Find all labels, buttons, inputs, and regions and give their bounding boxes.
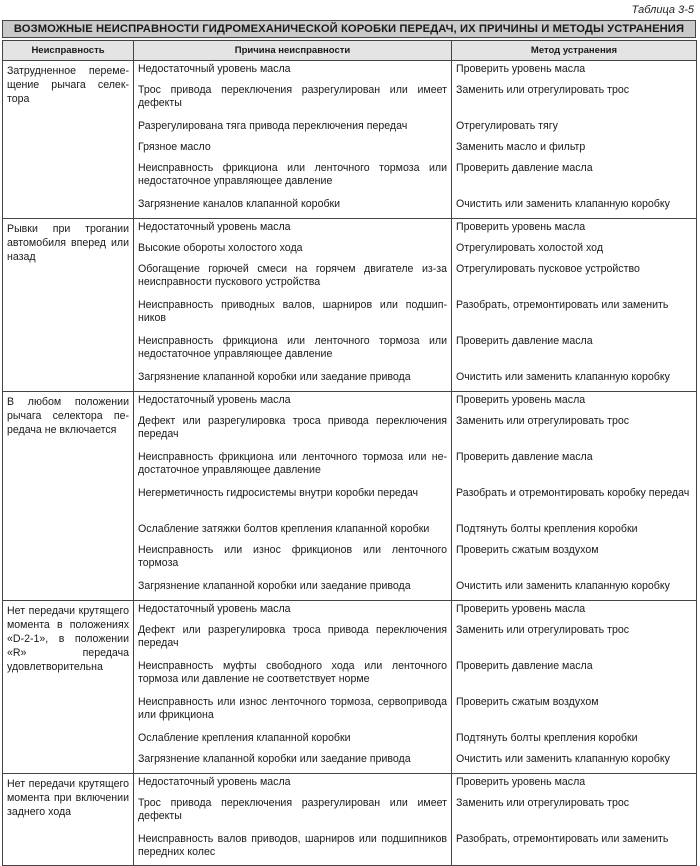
remedy-text: Проверить сжатым воздухом xyxy=(456,544,599,556)
remedy-text: Проверить уровень масла xyxy=(456,221,586,233)
column-header-remedy: Метод устранения xyxy=(452,41,697,61)
cause-text: Загрязнение клапанной коробки или заедание привода xyxy=(138,753,411,765)
fault-group-row xyxy=(3,392,697,601)
column-header-fault: Неисправность xyxy=(3,41,134,61)
remedy-text: Проверить давление масла xyxy=(456,335,593,347)
remedy-text: Проверить уровень масла xyxy=(456,394,586,406)
remedy-text: Проверить уровень масла xyxy=(456,63,586,75)
cause-cell xyxy=(134,392,452,601)
cause-text: Неисправность фрикциона или ленточного тормоза или недостаточное управляющее давление xyxy=(138,335,447,360)
cause-text: Трос привода переключения разрегулирован или имеет дефекты xyxy=(138,797,447,822)
remedy-text: Очистить или заменить клапанную коробку xyxy=(456,371,670,383)
cause-text: Неисправность или износ фрикционов или ленточного тормоза xyxy=(138,544,447,569)
cause-text: Ослабление затяжки болтов крепления клапанной коробки xyxy=(138,523,430,535)
remedy-text: Заменить или отрегулировать трос xyxy=(456,415,630,427)
remedy-text: Проверить сжатым воздухом xyxy=(456,696,599,708)
remedy-text: Заменить или отрегулировать трос xyxy=(456,797,630,809)
table-number: Таблица 3-5 xyxy=(631,4,694,16)
cause-text: Дефект или разрегулировка троса привода переключения передач xyxy=(138,624,447,649)
remedy-cell xyxy=(452,774,697,866)
remedy-text: Отрегулировать пусковое устройство xyxy=(456,263,640,275)
cause-text: Неисправность фрикциона или ленточного тормоза или недостаточное управляющее давление xyxy=(138,162,447,187)
fault-cell: Рывки при трогании автомобиля вперед или назад xyxy=(3,219,134,392)
cause-text: Неисправность муфты свободного хода или ленточного тормоза или давление не соответствует норме xyxy=(138,660,447,685)
fault-cell: Затрудненное перемещение рычага селектора xyxy=(3,61,134,219)
cause-text: Недостаточный уровень масла xyxy=(138,603,291,615)
remedy-text: Заменить или отрегулировать трос xyxy=(456,84,630,96)
table-title: ВОЗМОЖНЫЕ НЕИСПРАВНОСТИ ГИДРОМЕХАНИЧЕСКОЙ КОРОБКИ ПЕРЕДАЧ, ИХ ПРИЧИНЫ И МЕТОДЫ УСТРАНЕНИЯ xyxy=(2,20,696,38)
cause-text: Загрязнение каналов клапанной коробки xyxy=(138,198,341,210)
remedy-text: Очистить или заменить клапанную коробку xyxy=(456,198,670,210)
remedy-text: Отрегулировать тягу xyxy=(456,120,558,132)
remedy-text: Подтянуть болты крепления коробки xyxy=(456,732,638,744)
fault-cell: В любом положении рычага селектора передача не включается xyxy=(3,392,134,601)
fault-table xyxy=(2,40,697,866)
remedy-cell xyxy=(452,61,697,219)
remedy-text: Проверить уровень масла xyxy=(456,776,586,788)
remedy-text: Проверить давление масла xyxy=(456,660,593,672)
cause-text: Негерметичность гидросистемы внутри коробки передач xyxy=(138,487,419,499)
cause-text: Недостаточный уровень масла xyxy=(138,776,291,788)
remedy-text: Очистить или заменить клапанную коробку xyxy=(456,753,670,765)
remedy-text: Заменить масло и фильтр xyxy=(456,141,586,153)
cause-cell xyxy=(134,774,452,866)
cause-cell xyxy=(134,601,452,774)
cause-text: Недостаточный уровень масла xyxy=(138,394,291,406)
cause-text: Недостаточный уровень масла xyxy=(138,63,291,75)
fault-group-row xyxy=(3,219,697,392)
cause-text: Обогащение горючей смеси на горячем двигателе из-за неисправности пускового устройства xyxy=(138,263,447,288)
column-header-cause: Причина неисправности xyxy=(134,41,452,61)
fault-group-row xyxy=(3,774,697,866)
remedy-text: Очистить или заменить клапанную коробку xyxy=(456,580,670,592)
remedy-text: Проверить давление масла xyxy=(456,162,593,174)
remedy-text: Отрегулировать холостой ход xyxy=(456,242,603,254)
cause-text: Высокие обороты холостого хода xyxy=(138,242,303,254)
remedy-cell xyxy=(452,601,697,774)
remedy-text: Разобрать, отремонтировать или заменить xyxy=(456,299,669,311)
cause-text: Загрязнение клапанной коробки или заедание привода xyxy=(138,580,411,592)
cause-text: Грязное масло xyxy=(138,141,211,153)
cause-text: Ослабление крепления клапанной коробки xyxy=(138,732,351,744)
cause-text: Недостаточный уровень масла xyxy=(138,221,291,233)
remedy-text: Проверить уровень масла xyxy=(456,603,586,615)
cause-text: Дефект или разрегулировка троса привода переключения передач xyxy=(138,415,447,440)
cause-text: Неисправность фрикциона или ленточного тормоза или недостаточное управляющее давление xyxy=(138,451,447,476)
cause-cell xyxy=(134,219,452,392)
fault-cell: Нет передачи крутящего момента при включении заднего хода xyxy=(3,774,134,866)
table-header-row xyxy=(3,41,697,61)
remedy-cell xyxy=(452,219,697,392)
remedy-cell xyxy=(452,392,697,601)
remedy-text: Заменить или отрегулировать трос xyxy=(456,624,630,636)
remedy-text: Подтянуть болты крепления коробки xyxy=(456,523,638,535)
fault-cell: Нет передачи крутящего момента в положениях «D-2-1», в положении «R» передача удовлетворительна xyxy=(3,601,134,774)
remedy-text: Разобрать и отремонтировать коробку передач xyxy=(456,487,690,499)
fault-group-row xyxy=(3,61,697,219)
cause-text: Неисправность приводных валов, шарниров или подшипников xyxy=(138,299,447,324)
cause-text: Неисправность валов приводов, шарниров или подшипников передних колес xyxy=(138,833,447,858)
cause-text: Разрегулирована тяга привода переключения передач xyxy=(138,120,408,132)
cause-text: Трос привода переключения разрегулирован или имеет дефекты xyxy=(138,84,447,109)
cause-text: Загрязнение клапанной коробки или заедание привода xyxy=(138,371,411,383)
fault-group-row xyxy=(3,601,697,774)
remedy-text: Разобрать, отремонтировать или заменить xyxy=(456,833,669,845)
table-body xyxy=(3,61,697,866)
cause-text: Неисправность или износ ленточного тормоза, сервопривода или фрикциона xyxy=(138,696,447,721)
remedy-text: Проверить давление масла xyxy=(456,451,593,463)
cause-cell xyxy=(134,61,452,219)
